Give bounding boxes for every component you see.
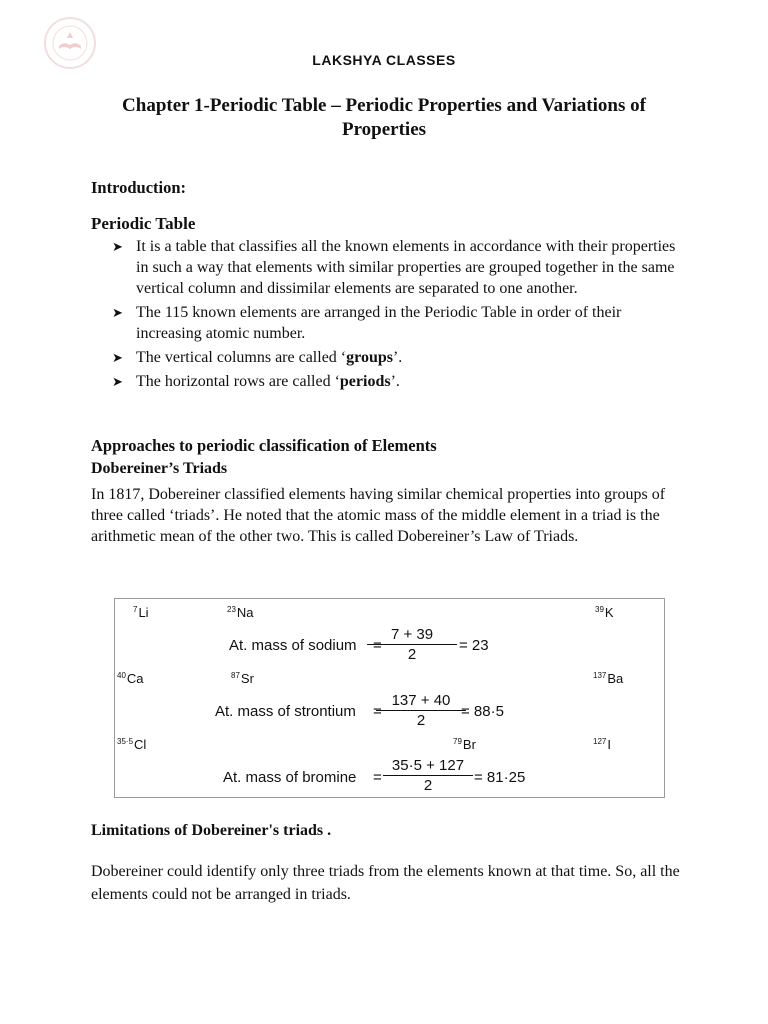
bullet-item — [112, 302, 682, 344]
arrowhead-bullet-icon: ➤ — [112, 350, 123, 365]
element-symbol: $^{87}$Sr — [231, 671, 254, 686]
numerator: 35·5 + 127 — [383, 757, 473, 776]
bullet-text: The horizontal rows are called ‘ — [136, 373, 340, 390]
equation-result: = 23 — [459, 637, 489, 654]
equation-label: At. mass of sodium — [229, 637, 357, 654]
equation-result: = 81·25 — [474, 769, 526, 786]
numerator: 137 + 40 — [376, 692, 466, 711]
element-symbol: $^{23}$Na — [227, 605, 254, 620]
bullet-text-end: ’. — [392, 349, 403, 366]
bullet-item — [112, 236, 682, 299]
bullet-text: The 115 known elements are arranged in the Periodic Table in order of their increasing atomic number. — [136, 304, 622, 342]
bullet-text: The vertical columns are called ‘ — [136, 349, 347, 366]
bullet-item — [112, 371, 682, 392]
denominator: 2 — [407, 646, 417, 663]
triads-paragraph: In 1817, Dobereiner classified elements having similar chemical properties into groups of three called ‘triads’. He noted that the atomic mass of the middle element in a triad is the arithmetic mean of the other two. This is called Dobereiner’s Law of Triads. — [91, 486, 666, 545]
fraction — [376, 692, 466, 729]
denominator: 2 — [416, 712, 426, 729]
numerator: 7 + 39 — [367, 626, 457, 645]
bullet-text: It is a table that classifies all the known elements in accordance with their properties in such a way that elements with similar properties are grouped together in the same vertical column and dissimilar elements are separated to one another. — [136, 238, 676, 297]
bullet-text-end: ’. — [390, 373, 400, 390]
arrowhead-bullet-icon: ➤ — [112, 374, 123, 389]
brand-name: LAKSHYA CLASSES — [312, 52, 456, 68]
fraction — [383, 757, 473, 794]
element-symbol: $^{40}$Ca — [117, 671, 144, 686]
element-symbol: $^{35\cdot 5}$Cl — [117, 737, 147, 752]
equation-label: At. mass of bromine — [223, 769, 357, 786]
denominator: 2 — [423, 777, 433, 794]
introduction-heading: Introduction: — [91, 178, 187, 197]
periodic-table-bullets — [112, 236, 682, 395]
chapter-title: Chapter 1-Periodic Table – Periodic Properties and Variations of Properties — [122, 95, 646, 140]
approaches-heading: Approaches to periodic classification of Elements — [91, 436, 437, 455]
equation-label: At. mass of strontium — [215, 703, 356, 720]
bullet-keyword: periods — [339, 373, 391, 390]
bullet-item — [112, 347, 682, 368]
limitations-heading: Limitations of Dobereiner's triads . — [91, 822, 332, 839]
triads-figure — [114, 598, 665, 798]
fraction — [367, 626, 457, 663]
element-symbol: $^7$Li — [133, 605, 149, 620]
element-symbol: $^{137}$Ba — [593, 671, 624, 686]
periodic-table-heading: Periodic Table — [91, 214, 196, 233]
equals-sign: = — [373, 703, 382, 720]
equation-result: = 88·5 — [461, 703, 504, 720]
equals-sign: = — [373, 637, 382, 654]
element-symbol: $^{79}$Br — [453, 737, 476, 752]
bullet-keyword: groups — [346, 349, 393, 366]
arrowhead-bullet-icon: ➤ — [112, 305, 123, 320]
equals-sign: = — [373, 769, 382, 786]
element-symbol: $^{127}$I — [593, 737, 611, 752]
element-symbol: $^{39}$K — [595, 605, 614, 620]
triads-heading: Dobereiner’s Triads — [91, 460, 228, 477]
limitations-paragraph: Dobereiner could identify only three triads from the elements known at that time. So, all the elements could not be arranged in triads. — [91, 863, 680, 903]
arrowhead-bullet-icon: ➤ — [112, 239, 123, 254]
